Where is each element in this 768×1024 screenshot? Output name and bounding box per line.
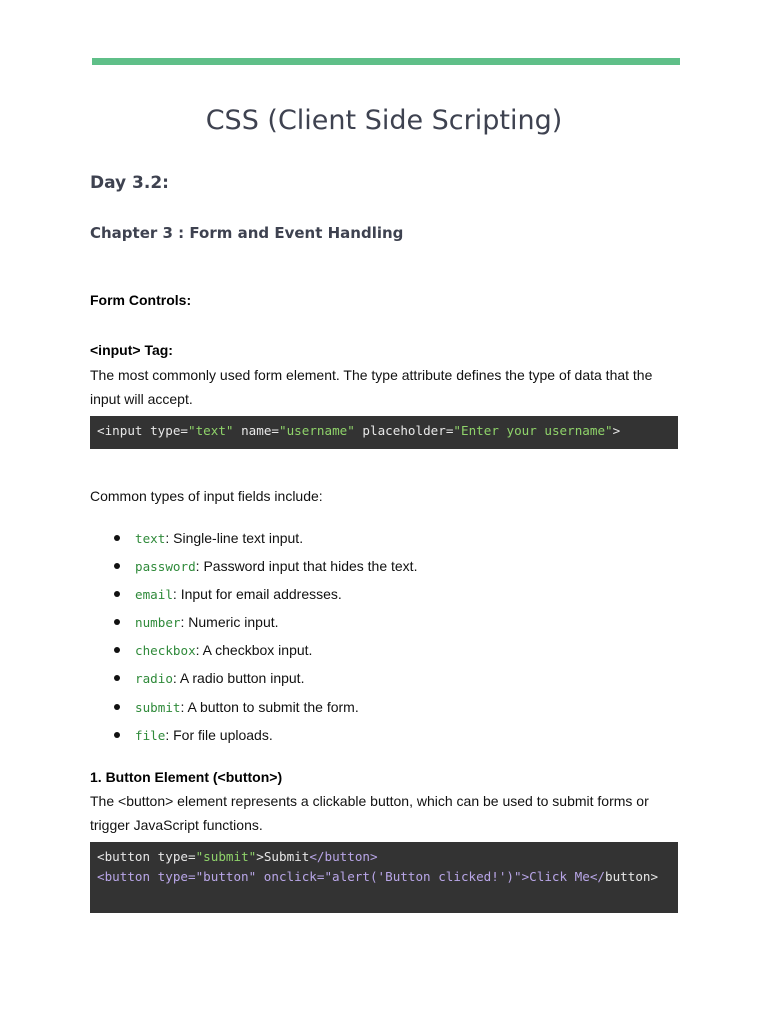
bullet-icon — [114, 563, 120, 569]
input-tag-label: <input> Tag: — [90, 342, 173, 358]
input-types-list — [90, 526, 417, 751]
list-item — [90, 582, 417, 610]
list-item-text: : A checkbox input. — [195, 642, 313, 659]
bullet-icon — [114, 535, 120, 541]
inline-code: file — [135, 727, 166, 743]
bullet-icon — [114, 647, 120, 653]
bullet-icon — [114, 675, 120, 681]
code-string: "username" — [279, 423, 355, 438]
list-item-text: : Password input that hides the text. — [195, 558, 418, 575]
inline-code: checkbox — [135, 643, 196, 659]
list-item — [90, 554, 417, 582]
button-code-line-1 — [97, 847, 671, 867]
day-heading: Day 3.2: — [90, 173, 169, 193]
bullet-icon — [114, 619, 120, 625]
input-code-line — [97, 421, 671, 441]
code-tag: </button> — [309, 849, 378, 864]
bullet-icon — [114, 732, 120, 738]
list-item — [90, 526, 417, 554]
code-string: "Enter your username" — [453, 423, 613, 438]
common-types-intro: Common types of input fields include: — [90, 488, 323, 504]
list-item-text: : For file uploads. — [165, 726, 273, 743]
inline-code: email — [135, 587, 173, 603]
list-item — [90, 610, 417, 638]
button-code-block — [90, 842, 678, 913]
code-string: "submit" — [195, 849, 257, 864]
page-title: CSS (Client Side Scripting) — [205, 105, 563, 136]
list-item-text: : Single-line text input. — [165, 530, 304, 546]
bullet-icon — [114, 591, 120, 597]
button-code-line-2 — [97, 867, 671, 887]
code-tag: <button type="button" onclick="alert('Button clicked!')">Click Me</ — [97, 869, 605, 884]
code-token: name= — [233, 423, 279, 438]
code-token: > — [612, 423, 621, 438]
code-token: placeholder= — [354, 423, 454, 438]
inline-code: text — [135, 531, 166, 546]
list-item — [90, 666, 417, 694]
button-element-heading: 1. Button Element (<button>) — [90, 769, 283, 785]
inline-code: radio — [135, 671, 173, 687]
input-code-block — [90, 416, 678, 449]
inline-code: password — [135, 559, 196, 575]
chapter-heading: Chapter 3 : Form and Event Handling — [90, 224, 404, 242]
button-description: The <button> element represents a clickable button, which can be used to submit forms or trigger JavaScript functions. — [90, 793, 649, 833]
list-item — [90, 695, 417, 723]
code-string: "text" — [188, 423, 234, 438]
list-item-text: : Numeric input. — [180, 614, 279, 631]
code-token: >Submit — [256, 849, 310, 864]
bullet-icon — [114, 704, 120, 710]
code-token: button> — [605, 869, 659, 884]
inline-code: submit — [135, 699, 181, 715]
list-item-text: : A radio button input. — [172, 670, 305, 687]
code-token: <button type= — [97, 849, 196, 864]
list-item — [90, 638, 417, 666]
list-item-text: : Input for email addresses. — [172, 586, 342, 603]
input-description: The most commonly used form element. The type attribute defines the type of data that the input will accept. — [90, 367, 653, 407]
form-controls-label: Form Controls: — [90, 292, 192, 308]
list-item-text: : A button to submit the form. — [180, 698, 359, 715]
inline-code: number — [135, 615, 181, 631]
top-accent-rule — [92, 58, 680, 65]
list-item — [90, 723, 417, 751]
code-token: <input type= — [97, 423, 188, 438]
